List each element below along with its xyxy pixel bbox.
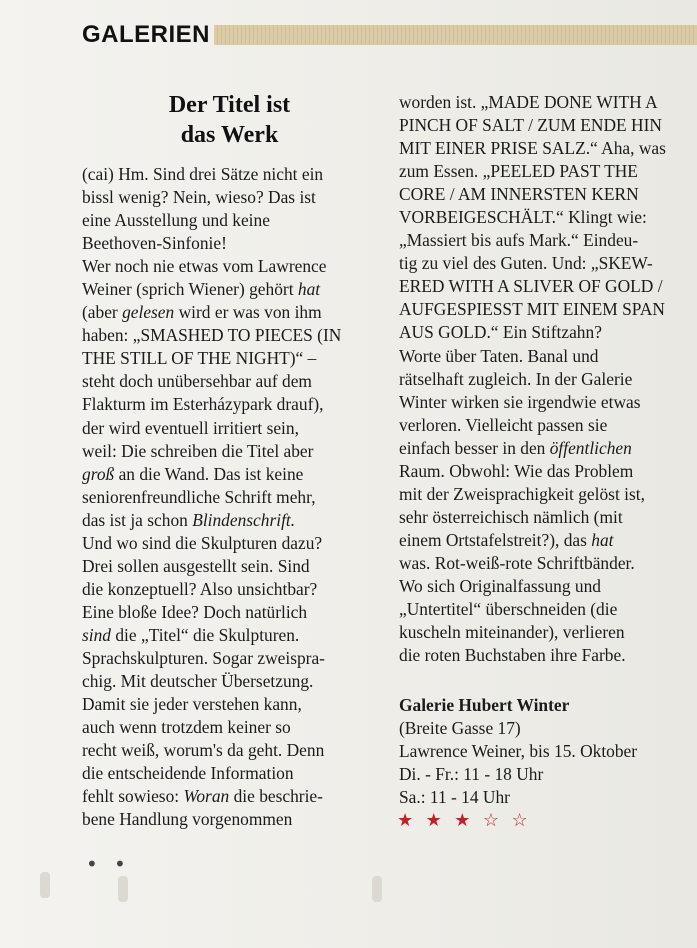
- article-line: chig. Mit deutscher Übersetzung.: [82, 671, 314, 692]
- article-line: worden ist. „MADE DONE WITH A: [399, 92, 658, 112]
- article-line: Winter wirken sie irgendwie etwas: [399, 391, 641, 412]
- article-line: tig zu viel des Guten. Und: „SKEW-: [399, 253, 653, 274]
- article-column-left: [82, 163, 377, 831]
- headline-line: das Werk: [180, 122, 279, 148]
- rating-stars: ★ ★ ★ ☆ ☆: [397, 810, 532, 830]
- dot-mark: •: [86, 852, 98, 876]
- article-line: ERED WITH A SLIVER OF GOLD /: [399, 276, 663, 297]
- article-line: (aber gelesen wird er was von ihm: [82, 302, 322, 323]
- article-line: VORBEIGESCHÄLT.“ Klingt wie:: [399, 207, 647, 228]
- gallery-info: [399, 694, 694, 809]
- article-line: Damit sie jeder verstehen kann,: [82, 694, 302, 715]
- article-line: recht weiß, worum's da geht. Denn: [82, 740, 325, 761]
- article-line: weil: Die schreiben die Titel aber: [82, 440, 314, 461]
- article-line: Raum. Obwohl: Wie das Problem: [399, 460, 634, 481]
- article-headline: [82, 90, 377, 150]
- article-line: was. Rot-weiß-rote Schriftbänder.: [399, 552, 635, 573]
- staple-mark: [40, 872, 50, 898]
- article-line: sind die „Titel“ die Skulpturen.: [82, 624, 300, 645]
- hours-weekday: Di. - Fr.: 11 - 18 Uhr: [399, 764, 544, 784]
- article-line: Beethoven-Sinfonie!: [82, 233, 227, 254]
- article-line: fehlt sowieso: Woran die beschrie-: [82, 786, 323, 807]
- article-line: bene Handlung vorgenommen: [82, 809, 293, 830]
- article-line: (cai) Hm. Sind drei Sätze nicht ein: [82, 164, 324, 184]
- article-line: steht doch unübersehbar auf dem: [82, 371, 312, 392]
- staple-mark: [372, 876, 382, 902]
- article-line: bissl wenig? Nein, wieso? Das ist: [82, 187, 316, 208]
- article-line: Wer noch nie etwas vom Lawrence: [82, 256, 327, 277]
- article-line: AUS GOLD.“ Ein Stiftzahn?: [399, 322, 602, 343]
- section-rule: [214, 25, 697, 45]
- gallery-name: Galerie Hubert Winter: [399, 695, 570, 715]
- article-line: „Massiert bis aufs Mark.“ Eindeu-: [399, 230, 639, 251]
- gallery-address: (Breite Gasse 17): [399, 718, 521, 738]
- staple-mark: [118, 876, 128, 902]
- article-line: die konzeptuell? Also unsichtbar?: [82, 578, 318, 599]
- article-line: die roten Buchstaben ihre Farbe.: [399, 645, 626, 666]
- article-line: THE STILL OF THE NIGHT)“ –: [82, 348, 317, 369]
- article-line: die entscheidende Information: [82, 763, 294, 784]
- article-line: sehr österreichisch nämlich (mit: [399, 506, 623, 527]
- article-line: Und wo sind die Skulpturen dazu?: [82, 532, 323, 553]
- article-line: Eine bloße Idee? Doch natürlich: [82, 601, 308, 622]
- article-line: groß an die Wand. Das ist keine: [82, 463, 304, 484]
- article-line: kuscheln miteinander), verlieren: [399, 622, 625, 643]
- article-line: AUFGESPIESST MIT EINEM SPAN: [399, 299, 665, 320]
- article-line: rätselhaft zugleich. In der Galerie: [399, 368, 633, 389]
- article-line: MIT EINER PRISE SALZ.“ Aha, was: [399, 138, 666, 159]
- article-line: Worte über Taten. Banal und: [399, 345, 599, 366]
- section-header: [80, 22, 697, 48]
- article-line: „Untertitel“ überschneiden (die: [399, 599, 618, 620]
- article-column-right: [399, 91, 694, 667]
- article-line: haben: „SMASHED TO PIECES (IN: [82, 325, 342, 346]
- article-line: einfach besser in den öffentlichen: [399, 437, 632, 458]
- exhibition-line: Lawrence Weiner, bis 15. Oktober: [399, 741, 638, 761]
- article-line: CORE / AM INNERSTEN KERN: [399, 184, 639, 205]
- article-line: eine Ausstellung und keine: [82, 210, 270, 231]
- headline-line: Der Titel ist: [168, 92, 291, 118]
- article-line: der wird eventuell irritiert sein,: [82, 417, 299, 438]
- article-line: das ist ja schon Blindenschrift.: [82, 509, 296, 530]
- article-line: zum Essen. „PEELED PAST THE: [399, 161, 638, 182]
- hours-saturday: Sa.: 11 - 14 Uhr: [399, 787, 510, 807]
- article-line: auch wenn trotzdem keiner so: [82, 717, 291, 738]
- article-line: Flakturm im Esterházypark drauf),: [82, 394, 324, 415]
- article-line: einem Ortstafelstreit?), das hat: [399, 529, 614, 550]
- article-line: Sprachskulpturen. Sogar zweispra-: [82, 647, 325, 668]
- article-line: seniorenfreundliche Schrift mehr,: [82, 486, 316, 507]
- article-line: Wo sich Originalfassung und: [399, 575, 601, 596]
- article-line: Drei sollen ausgestellt sein. Sind: [82, 555, 310, 576]
- article-line: mit der Zweisprachigkeit gelöst ist,: [399, 483, 645, 504]
- section-title: GALERIEN: [82, 21, 211, 48]
- dot-mark: •: [114, 852, 126, 876]
- article-line: Weiner (sprich Wiener) gehört hat: [82, 279, 321, 300]
- article-line: PINCH OF SALT / ZUM ENDE HIN: [399, 115, 662, 136]
- article-line: verloren. Vielleicht passen sie: [399, 414, 608, 435]
